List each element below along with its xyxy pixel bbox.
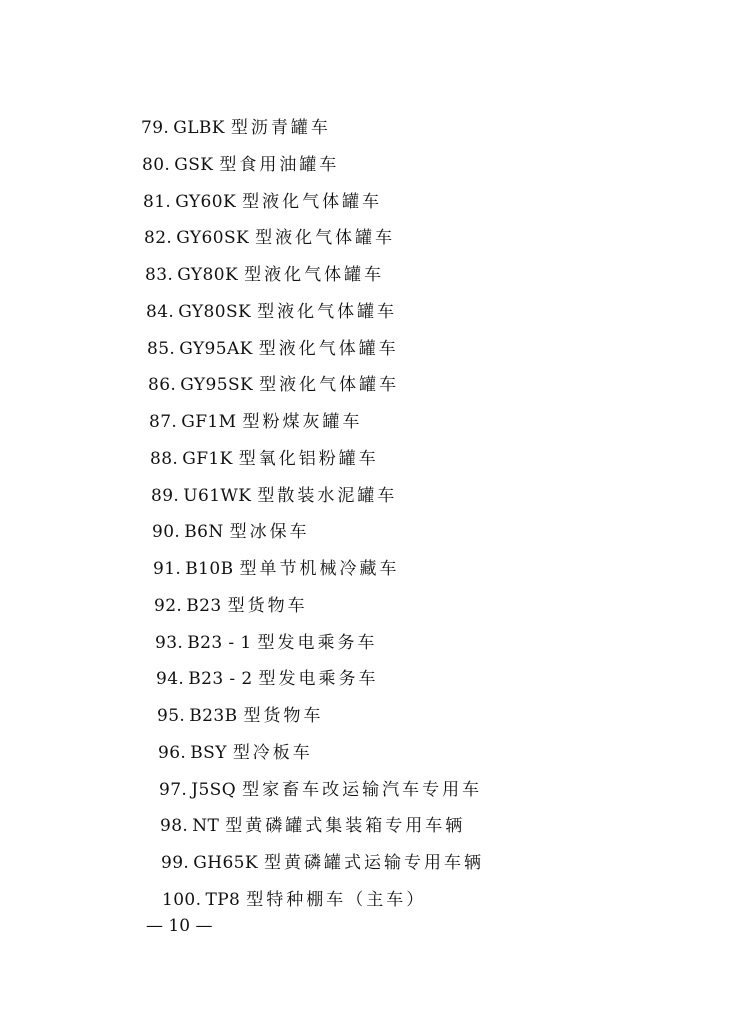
list-item xyxy=(146,301,397,323)
list-item xyxy=(162,889,426,911)
item-number: 80. xyxy=(142,154,171,175)
item-number: 89. xyxy=(151,485,180,506)
item-number: 97. xyxy=(159,779,188,800)
item-description: 型发电乘务车 xyxy=(257,632,378,653)
item-model-code: B6N xyxy=(184,522,224,543)
item-number: 92. xyxy=(154,595,183,616)
item-number: 82. xyxy=(144,228,173,249)
page-number: — 10 — xyxy=(146,916,213,936)
item-model-code: B23B xyxy=(189,706,238,726)
item-description: 型散装水泥罐车 xyxy=(257,485,398,506)
list-item xyxy=(148,374,399,396)
item-model-code: J5SQ xyxy=(191,779,237,800)
item-description: 型液化气体罐车 xyxy=(258,338,399,359)
item-model-code: GY80SK xyxy=(178,301,252,322)
list-item xyxy=(156,668,379,690)
list-item xyxy=(154,595,308,617)
item-model-code: GY95SK xyxy=(180,375,254,396)
item-model-code: GSK xyxy=(174,154,214,175)
item-model-code: BSY xyxy=(190,742,227,763)
item-description: 型冷板车 xyxy=(232,742,313,763)
item-description: 型液化气体罐车 xyxy=(259,375,400,396)
list-item xyxy=(152,521,310,543)
item-description: 型单节机械冷藏车 xyxy=(239,559,400,579)
list-item xyxy=(159,779,482,801)
item-number: 90. xyxy=(152,522,181,543)
item-model-code: B10B xyxy=(185,559,234,579)
list-item xyxy=(143,191,382,213)
item-number: 79. xyxy=(141,118,170,138)
item-description: 型黄磷罐式集装箱专用车辆 xyxy=(225,816,466,837)
item-number: 91. xyxy=(153,559,182,579)
item-description: 型食用油罐车 xyxy=(219,154,340,175)
item-model-code: GY95AK xyxy=(179,338,253,359)
item-description: 型沥青罐车 xyxy=(230,118,331,138)
item-model-code: GLBK xyxy=(173,118,225,138)
item-model-code: TP8 xyxy=(205,889,241,910)
list-item xyxy=(153,558,399,580)
list-item xyxy=(141,117,331,139)
item-model-code: B23 xyxy=(186,595,222,616)
item-model-code: GY60K xyxy=(175,191,237,212)
item-number: 93. xyxy=(155,632,184,653)
item-number: 88. xyxy=(150,448,179,469)
item-number: 95. xyxy=(157,706,186,726)
item-model-code: NT xyxy=(192,816,220,837)
item-number: 87. xyxy=(149,412,178,432)
item-number: 99. xyxy=(161,853,190,873)
item-model-code: GF1M xyxy=(181,412,237,432)
item-description: 型氧化铝粉罐车 xyxy=(238,448,379,469)
item-description: 型特种棚车（主车） xyxy=(246,889,427,910)
list-item xyxy=(161,852,484,874)
item-model-code: GF1K xyxy=(182,448,233,469)
item-number: 98. xyxy=(160,816,189,837)
item-description: 型家畜车改运输汽车专用车 xyxy=(242,779,483,800)
item-model-code: B23 - 1 xyxy=(187,632,252,653)
list-item xyxy=(160,815,465,837)
item-model-code: B23 - 2 xyxy=(188,669,253,690)
item-description: 型货物车 xyxy=(227,595,308,616)
item-number: 86. xyxy=(148,375,177,396)
item-description: 型货物车 xyxy=(243,706,324,726)
item-description: 型粉煤灰罐车 xyxy=(242,412,363,432)
list-item xyxy=(158,742,313,764)
item-description: 型液化气体罐车 xyxy=(242,191,383,212)
list-item xyxy=(144,227,395,249)
item-model-code: GY60SK xyxy=(176,228,250,249)
list-item xyxy=(149,411,362,433)
item-number: 96. xyxy=(158,742,187,763)
item-model-code: GH65K xyxy=(193,853,258,873)
item-number: 94. xyxy=(156,669,185,690)
item-number: 81. xyxy=(143,191,172,212)
item-description: 型黄磷罐式运输专用车辆 xyxy=(264,853,484,873)
list-item xyxy=(147,338,399,360)
list-item xyxy=(157,705,323,727)
item-description: 型液化气体罐车 xyxy=(244,265,385,285)
list-item xyxy=(155,632,378,654)
list-item xyxy=(145,264,384,286)
item-description: 型液化气体罐车 xyxy=(255,228,396,249)
list-item xyxy=(150,448,379,470)
item-description: 型发电乘务车 xyxy=(258,669,379,690)
item-number: 100. xyxy=(162,889,202,910)
item-number: 84. xyxy=(146,301,175,322)
item-model-code: U61WK xyxy=(183,485,252,506)
list-item xyxy=(142,154,339,176)
item-number: 83. xyxy=(145,265,174,285)
list-item xyxy=(151,485,397,507)
item-description: 型冰保车 xyxy=(229,522,310,543)
item-description: 型液化气体罐车 xyxy=(257,301,398,322)
item-number: 85. xyxy=(147,338,176,359)
item-model-code: GY80K xyxy=(177,265,239,285)
